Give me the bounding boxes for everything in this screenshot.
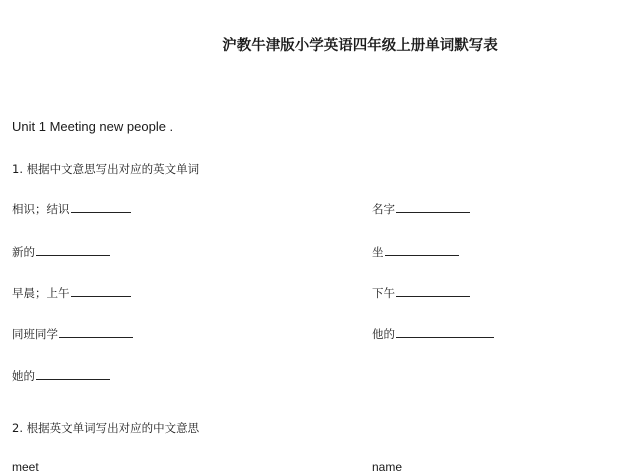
word-prompt: 坐: [372, 245, 384, 259]
word-prompt: 同班同学: [12, 327, 58, 341]
unit-heading: Unit 1 Meeting new people .: [12, 119, 174, 134]
answer-blank[interactable]: [385, 254, 459, 256]
page-title: 沪教牛津版小学英语四年级上册单词默写表: [222, 38, 498, 54]
section-1-heading: 1. 根据中文意思写出对应的英文单词: [12, 162, 200, 176]
word-prompt: 他的: [372, 327, 395, 341]
word-row: [12, 285, 131, 301]
word-row: [12, 201, 131, 217]
word-row: [372, 326, 494, 342]
word-row: [372, 201, 470, 217]
word-row: [12, 460, 39, 474]
word-row: [12, 326, 133, 342]
word-row: [372, 460, 402, 474]
word-prompt: 她的: [12, 369, 35, 383]
word-row: [12, 244, 110, 260]
answer-blank[interactable]: [36, 254, 110, 256]
word-prompt: meet: [12, 460, 39, 474]
word-prompt: name: [372, 460, 403, 474]
word-prompt: 下午: [372, 286, 395, 300]
word-prompt: 早晨；上午: [12, 286, 70, 300]
word-row: [372, 285, 470, 301]
section-2-heading: 2. 根据英文单词写出对应的中文意思: [12, 421, 200, 435]
answer-blank[interactable]: [36, 378, 110, 380]
answer-blank[interactable]: [396, 336, 494, 338]
word-row: [372, 244, 459, 260]
word-prompt: 相识；结识: [12, 202, 70, 216]
word-prompt: 名字: [372, 202, 395, 216]
answer-blank[interactable]: [396, 211, 470, 213]
word-prompt: 新的: [12, 245, 35, 259]
answer-blank[interactable]: [71, 295, 131, 297]
answer-blank[interactable]: [396, 295, 470, 297]
answer-blank[interactable]: [71, 211, 131, 213]
word-row: [12, 368, 110, 384]
answer-blank[interactable]: [59, 336, 133, 338]
